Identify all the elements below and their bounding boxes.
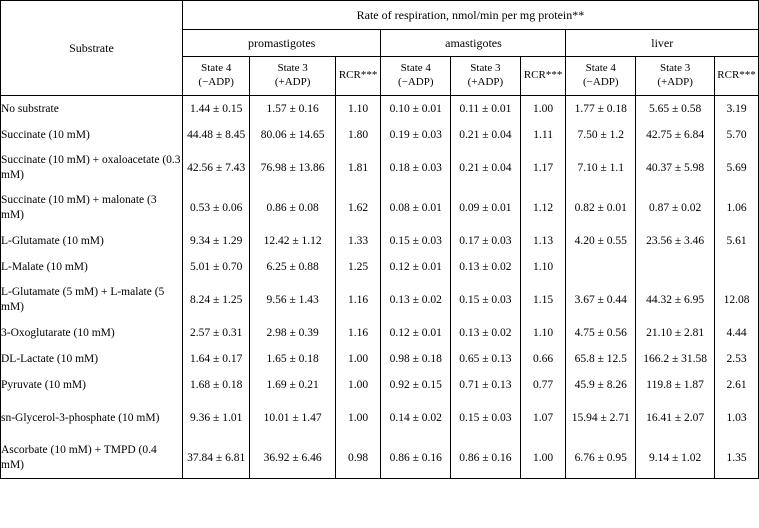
- cell-promastigotes-state4: 42.56 ± 7.43: [182, 148, 250, 188]
- cell-liver-rcr: 1.06: [715, 188, 759, 228]
- row-substrate: Succinate (10 mM) + malonate (3 mM): [1, 188, 183, 228]
- subheader-state3-liver: [636, 57, 715, 96]
- cell-promastigotes-state3: 12.42 ± 1.12: [250, 228, 335, 254]
- cell-promastigotes-state4: 44.48 ± 8.45: [182, 122, 250, 148]
- cell-liver-state3: 44.32 ± 6.95: [636, 280, 715, 320]
- subheader-line1: RCR***: [717, 69, 756, 82]
- table-row: [1, 254, 759, 280]
- cell-promastigotes-state4: 5.01 ± 0.70: [182, 254, 250, 280]
- cell-liver-rcr: 1.03: [715, 398, 759, 438]
- subheader-rcr-liver: [715, 57, 759, 96]
- subheader-rcr-amastigotes: [520, 57, 566, 96]
- subheader-state3-promastigotes: [250, 57, 335, 96]
- cell-amastigotes-state3: 0.21 ± 0.04: [451, 122, 521, 148]
- cell-liver-rcr: 1.35: [715, 438, 759, 479]
- cell-amastigotes-state3: 0.65 ± 0.13: [451, 346, 521, 372]
- cell-promastigotes-state4: 1.64 ± 0.17: [182, 346, 250, 372]
- group-header-promastigotes: promastigotes: [182, 30, 381, 57]
- table-row: [1, 148, 759, 188]
- cell-amastigotes-state4: 0.92 ± 0.15: [381, 372, 451, 398]
- cell-liver-state3: 9.14 ± 1.02: [636, 438, 715, 479]
- cell-liver-rcr: [715, 254, 759, 280]
- group-header-liver: liver: [566, 30, 759, 57]
- cell-liver-state4: 7.50 ± 1.2: [566, 122, 636, 148]
- cell-liver-state4: 4.20 ± 0.55: [566, 228, 636, 254]
- cell-amastigotes-rcr: 1.10: [520, 254, 566, 280]
- cell-promastigotes-state4: 1.68 ± 0.18: [182, 372, 250, 398]
- cell-amastigotes-state4: 0.15 ± 0.03: [381, 228, 451, 254]
- cell-promastigotes-state3: 1.69 ± 0.21: [250, 372, 335, 398]
- cell-promastigotes-state3: 9.56 ± 1.43: [250, 280, 335, 320]
- cell-promastigotes-rcr: 1.81: [335, 148, 381, 188]
- cell-liver-state4: 0.82 ± 0.01: [566, 188, 636, 228]
- cell-liver-state3: 166.2 ± 31.58: [636, 346, 715, 372]
- cell-liver-rcr: 2.53: [715, 346, 759, 372]
- cell-amastigotes-rcr: 1.12: [520, 188, 566, 228]
- cell-liver-rcr: 4.44: [715, 320, 759, 346]
- cell-promastigotes-rcr: 1.25: [335, 254, 381, 280]
- cell-amastigotes-state4: 0.18 ± 0.03: [381, 148, 451, 188]
- subheader-line2: (+ADP): [467, 76, 504, 88]
- subheader-state3-amastigotes: [451, 57, 521, 96]
- subheader-line1: State 4: [400, 62, 431, 75]
- cell-liver-state3: 16.41 ± 2.07: [636, 398, 715, 438]
- cell-amastigotes-rcr: 0.77: [520, 372, 566, 398]
- cell-amastigotes-rcr: 1.00: [520, 96, 566, 123]
- cell-amastigotes-state3: 0.71 ± 0.13: [451, 372, 521, 398]
- table-row: [1, 346, 759, 372]
- cell-liver-state3: 21.10 ± 2.81: [636, 320, 715, 346]
- cell-liver-state3: 0.87 ± 0.02: [636, 188, 715, 228]
- subheader-line1: RCR***: [338, 69, 378, 82]
- cell-amastigotes-state3: 0.15 ± 0.03: [451, 398, 521, 438]
- subheader-line1: RCR***: [523, 69, 563, 82]
- cell-promastigotes-state3: 1.65 ± 0.18: [250, 346, 335, 372]
- cell-promastigotes-state4: 0.53 ± 0.06: [182, 188, 250, 228]
- cell-amastigotes-state4: 0.08 ± 0.01: [381, 188, 451, 228]
- cell-promastigotes-rcr: 1.80: [335, 122, 381, 148]
- cell-liver-state4: 15.94 ± 2.71: [566, 398, 636, 438]
- table-row: [1, 320, 759, 346]
- cell-amastigotes-rcr: 1.00: [520, 438, 566, 479]
- table-row: [1, 438, 759, 479]
- row-substrate: Succinate (10 mM) + oxaloacetate (0.3 mM): [1, 148, 183, 188]
- row-substrate: L-Glutamate (10 mM): [1, 228, 183, 254]
- cell-promastigotes-rcr: 1.10: [335, 96, 381, 123]
- cell-amastigotes-state4: 0.12 ± 0.01: [381, 320, 451, 346]
- cell-promastigotes-state3: 76.98 ± 13.86: [250, 148, 335, 188]
- cell-promastigotes-state4: 1.44 ± 0.15: [182, 96, 250, 123]
- cell-amastigotes-rcr: 1.10: [520, 320, 566, 346]
- cell-amastigotes-state3: 0.13 ± 0.02: [451, 254, 521, 280]
- subheader-line1: State 3: [277, 62, 308, 75]
- cell-promastigotes-state3: 6.25 ± 0.88: [250, 254, 335, 280]
- cell-amastigotes-state4: 0.19 ± 0.03: [381, 122, 451, 148]
- cell-promastigotes-state4: 9.36 ± 1.01: [182, 398, 250, 438]
- cell-amastigotes-state3: 0.09 ± 0.01: [451, 188, 521, 228]
- cell-liver-rcr: 5.69: [715, 148, 759, 188]
- cell-liver-state3: 23.56 ± 3.46: [636, 228, 715, 254]
- cell-promastigotes-rcr: 1.16: [335, 280, 381, 320]
- row-substrate: Pyruvate (10 mM): [1, 372, 183, 398]
- cell-liver-state4: 1.77 ± 0.18: [566, 96, 636, 123]
- subheader-line2: (−ADP): [198, 76, 234, 88]
- row-substrate: L-Glutamate (5 mM) + L-malate (5 mM): [1, 280, 183, 320]
- row-substrate: Ascorbate (10 mM) + TMPD (0.4 mM): [1, 438, 183, 479]
- table-row: [1, 372, 759, 398]
- cell-amastigotes-state3: 0.86 ± 0.16: [451, 438, 521, 479]
- cell-promastigotes-state3: 0.86 ± 0.08: [250, 188, 335, 228]
- subheader-line1: State 3: [659, 62, 691, 75]
- cell-promastigotes-state4: 2.57 ± 0.31: [182, 320, 250, 346]
- cell-amastigotes-state4: 0.14 ± 0.02: [381, 398, 451, 438]
- substrate-column-header: Substrate: [1, 1, 183, 96]
- cell-amastigotes-state4: 0.98 ± 0.18: [381, 346, 451, 372]
- subheader-line2: (+ADP): [657, 76, 693, 88]
- cell-liver-rcr: 5.70: [715, 122, 759, 148]
- subheader-state4-amastigotes: [381, 57, 451, 96]
- table-row: [1, 280, 759, 320]
- row-substrate: Succinate (10 mM): [1, 122, 183, 148]
- cell-promastigotes-state3: 36.92 ± 6.46: [250, 438, 335, 479]
- subheader-rcr-promastigotes: [335, 57, 381, 96]
- cell-liver-rcr: 12.08: [715, 280, 759, 320]
- row-substrate: sn-Glycerol-3-phosphate (10 mM): [1, 398, 183, 438]
- cell-amastigotes-state4: 0.10 ± 0.01: [381, 96, 451, 123]
- cell-promastigotes-rcr: 1.16: [335, 320, 381, 346]
- cell-amastigotes-state3: 0.15 ± 0.03: [451, 280, 521, 320]
- cell-promastigotes-rcr: 0.98: [335, 438, 381, 479]
- cell-amastigotes-rcr: 0.66: [520, 346, 566, 372]
- cell-amastigotes-rcr: 1.15: [520, 280, 566, 320]
- row-substrate: 3-Oxoglutarate (10 mM): [1, 320, 183, 346]
- table-title: Rate of respiration, nmol/min per mg protein**: [182, 1, 758, 30]
- cell-amastigotes-rcr: 1.11: [520, 122, 566, 148]
- cell-promastigotes-state4: 37.84 ± 6.81: [182, 438, 250, 479]
- cell-liver-state4: 45.9 ± 8.26: [566, 372, 636, 398]
- subheader-line1: State 3: [470, 62, 501, 75]
- cell-promastigotes-state3: 10.01 ± 1.47: [250, 398, 335, 438]
- group-header-amastigotes: amastigotes: [381, 30, 566, 57]
- cell-amastigotes-state4: 0.13 ± 0.02: [381, 280, 451, 320]
- cell-liver-state3: 40.37 ± 5.98: [636, 148, 715, 188]
- subheader-line2: (+ADP): [274, 76, 311, 88]
- cell-promastigotes-state4: 8.24 ± 1.25: [182, 280, 250, 320]
- cell-promastigotes-state3: 1.57 ± 0.16: [250, 96, 335, 123]
- table-row: [1, 398, 759, 438]
- cell-liver-state4: 3.67 ± 0.44: [566, 280, 636, 320]
- subheader-line1: State 4: [585, 62, 616, 75]
- cell-liver-rcr: 2.61: [715, 372, 759, 398]
- table-body: [1, 96, 759, 479]
- cell-liver-state4: 65.8 ± 12.5: [566, 346, 636, 372]
- cell-promastigotes-state3: 80.06 ± 14.65: [250, 122, 335, 148]
- cell-amastigotes-state3: 0.21 ± 0.04: [451, 148, 521, 188]
- row-substrate: L-Malate (10 mM): [1, 254, 183, 280]
- table-row: [1, 188, 759, 228]
- cell-amastigotes-state3: 0.13 ± 0.02: [451, 320, 521, 346]
- subheader-state4-promastigotes: [182, 57, 250, 96]
- cell-liver-state4: 6.76 ± 0.95: [566, 438, 636, 479]
- cell-promastigotes-rcr: 1.33: [335, 228, 381, 254]
- cell-promastigotes-state3: 2.98 ± 0.39: [250, 320, 335, 346]
- cell-promastigotes-rcr: 1.00: [335, 372, 381, 398]
- cell-amastigotes-rcr: 1.17: [520, 148, 566, 188]
- cell-promastigotes-rcr: 1.00: [335, 346, 381, 372]
- row-substrate: DL-Lactate (10 mM): [1, 346, 183, 372]
- subheader-line2: (−ADP): [398, 76, 434, 88]
- cell-promastigotes-rcr: 1.00: [335, 398, 381, 438]
- cell-liver-state3: 119.8 ± 1.87: [636, 372, 715, 398]
- cell-liver-state3: 42.75 ± 6.84: [636, 122, 715, 148]
- subheader-state4-liver: [566, 57, 636, 96]
- cell-amastigotes-rcr: 1.07: [520, 398, 566, 438]
- subheader-line2: (−ADP): [583, 76, 619, 88]
- cell-amastigotes-state3: 0.11 ± 0.01: [451, 96, 521, 123]
- subheader-line1: State 4: [201, 62, 232, 75]
- cell-liver-state4: [566, 254, 636, 280]
- table-row: [1, 228, 759, 254]
- cell-amastigotes-state4: 0.86 ± 0.16: [381, 438, 451, 479]
- header-row-title: [1, 1, 759, 30]
- cell-amastigotes-state3: 0.17 ± 0.03: [451, 228, 521, 254]
- cell-promastigotes-rcr: 1.62: [335, 188, 381, 228]
- row-substrate: No substrate: [1, 96, 183, 123]
- cell-amastigotes-state4: 0.12 ± 0.01: [381, 254, 451, 280]
- cell-liver-rcr: 3.19: [715, 96, 759, 123]
- cell-liver-state3: [636, 254, 715, 280]
- table-row: [1, 96, 759, 123]
- cell-liver-state4: 4.75 ± 0.56: [566, 320, 636, 346]
- cell-liver-state3: 5.65 ± 0.58: [636, 96, 715, 123]
- cell-liver-rcr: 5.61: [715, 228, 759, 254]
- cell-liver-state4: 7.10 ± 1.1: [566, 148, 636, 188]
- cell-promastigotes-state4: 9.34 ± 1.29: [182, 228, 250, 254]
- cell-amastigotes-rcr: 1.13: [520, 228, 566, 254]
- table-row: [1, 122, 759, 148]
